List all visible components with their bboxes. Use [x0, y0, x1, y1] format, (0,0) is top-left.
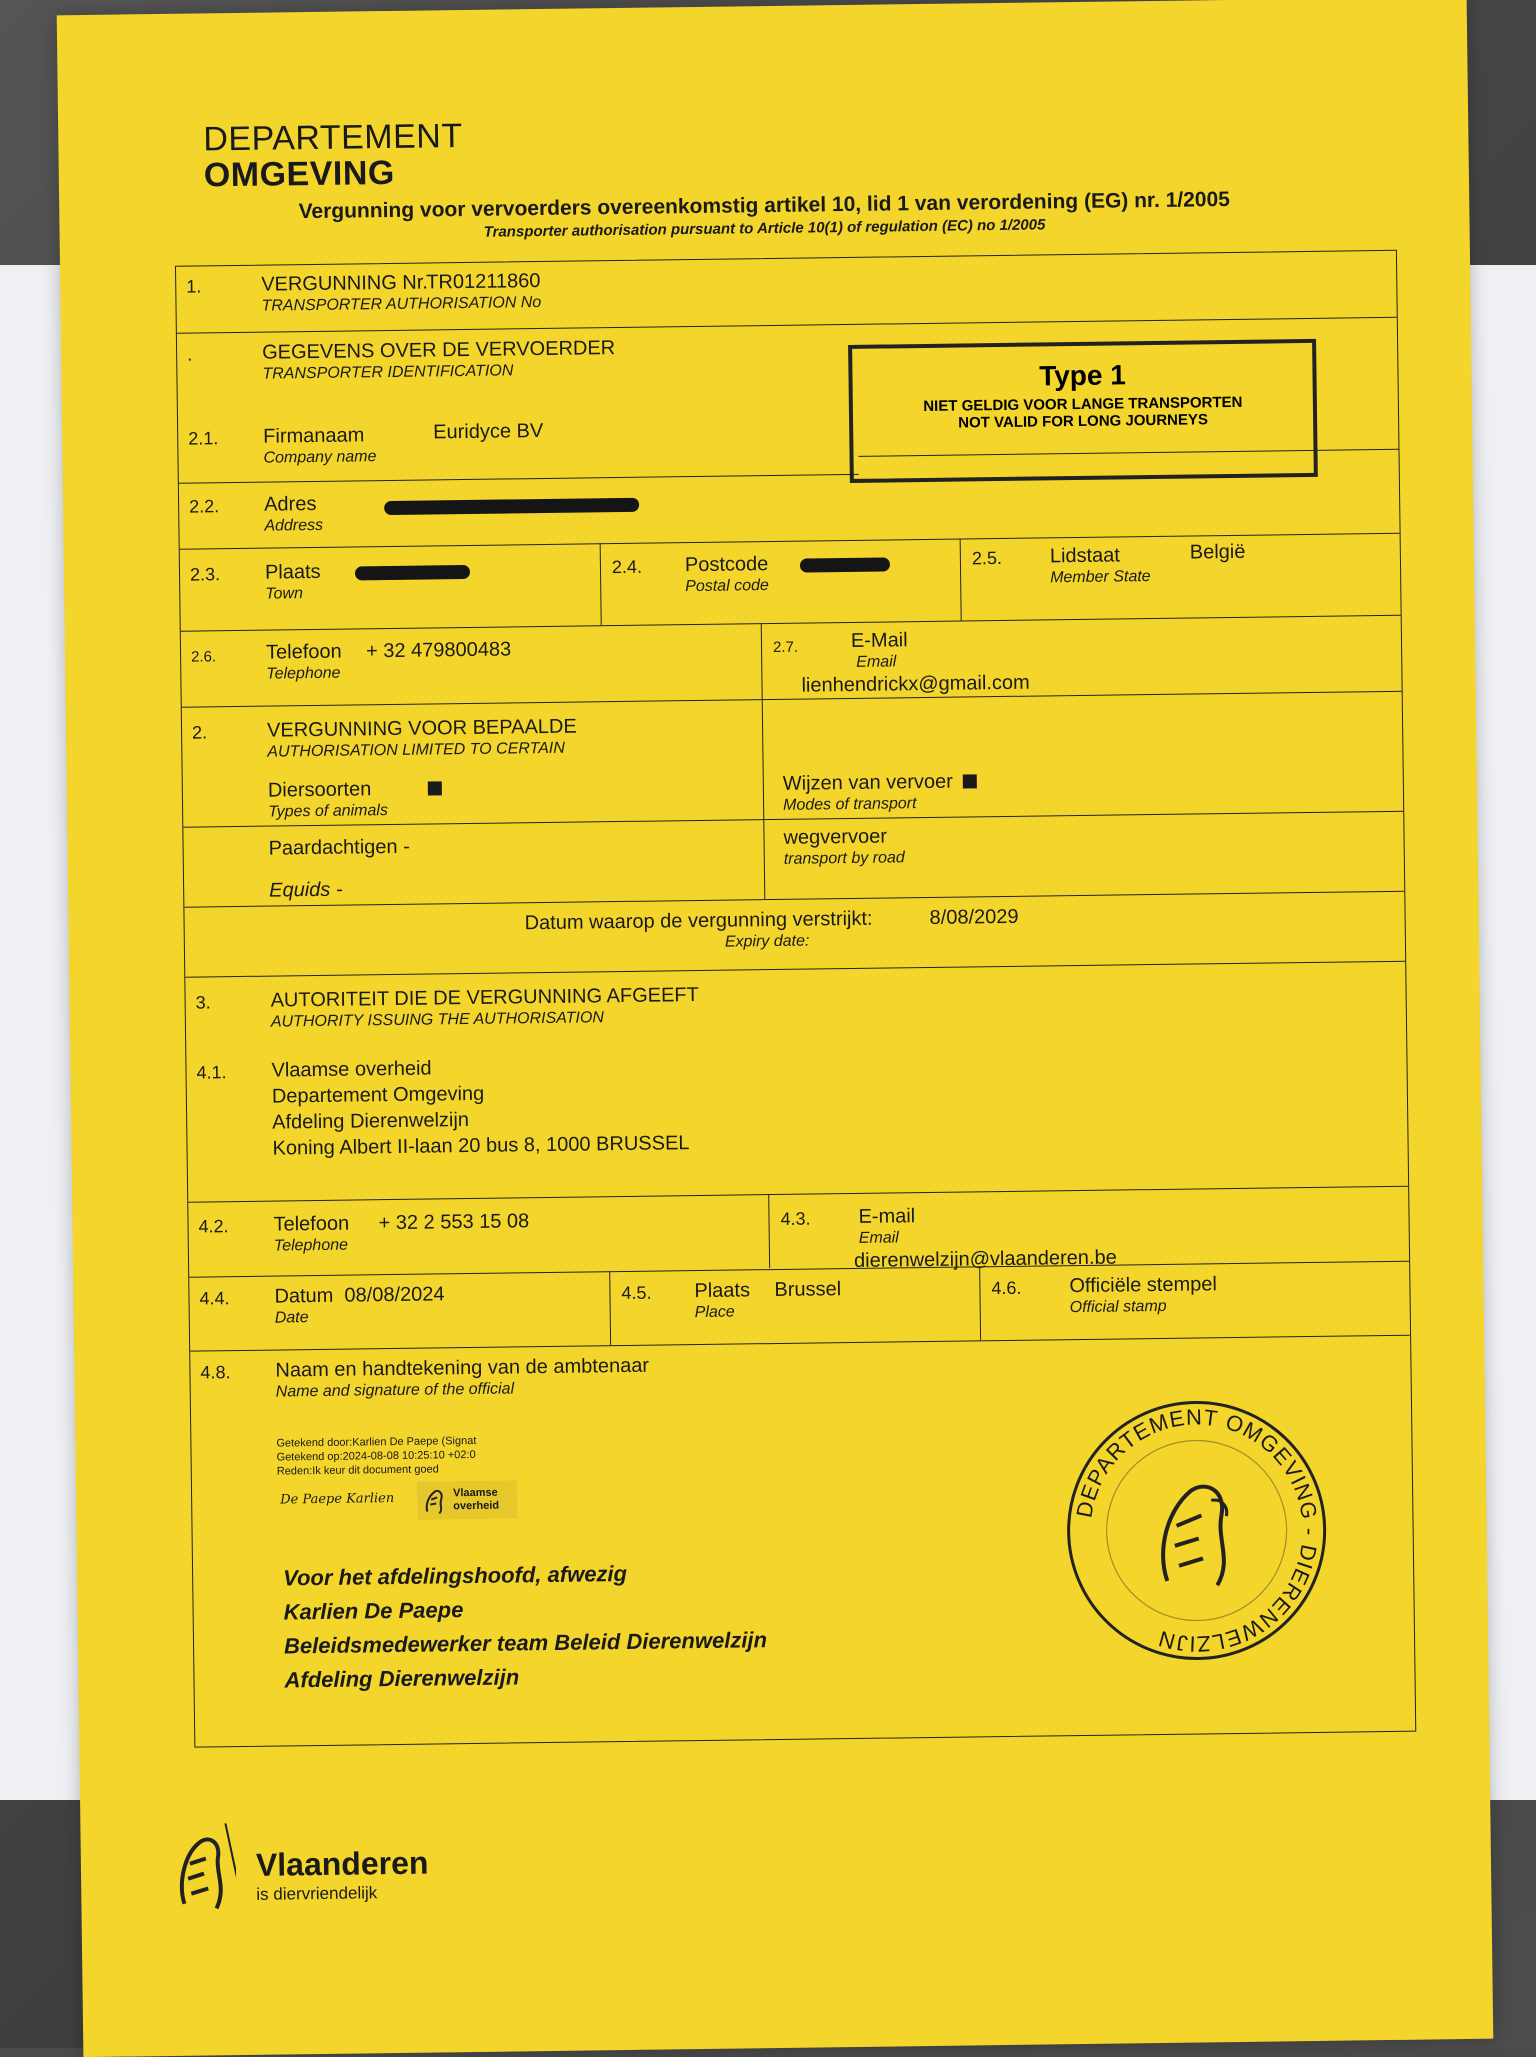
s22-sub: Address	[264, 516, 324, 535]
s2-label: GEGEVENS OVER DE VERVOERDER	[261, 337, 616, 364]
animals-value-en: Equids -	[269, 878, 343, 902]
divider	[762, 699, 766, 899]
modes-sub: Modes of transport	[782, 795, 917, 814]
s44-num: 4.4.	[199, 1288, 230, 1309]
s21-sub: Company name	[263, 448, 377, 467]
s27-num: 2.7.	[772, 638, 799, 656]
s44-value: 08/08/2024	[344, 1283, 445, 1307]
s2b-num: 2.	[191, 722, 208, 743]
signatory-line1: Voor het afdelingshoofd, afwezig	[283, 1560, 628, 1591]
s45-sub: Place	[694, 1303, 735, 1322]
divider	[979, 1266, 981, 1340]
redaction-mark	[800, 557, 890, 572]
document-subtitle: Transporter authorisation pursuant to Article 10(1) of regulation (EC) no 1/2005	[483, 216, 1046, 241]
s24-num: 2.4.	[611, 556, 643, 578]
s45-num: 4.5.	[621, 1282, 652, 1304]
s23-sub: Town	[265, 585, 304, 603]
s48-num: 4.8.	[200, 1362, 231, 1383]
divider	[190, 1335, 1410, 1352]
s41-num: 4.1.	[196, 1062, 227, 1083]
lion-icon	[175, 1823, 236, 1924]
redaction-mark	[355, 565, 470, 581]
s25-sub: Member State	[1050, 568, 1151, 587]
s43-num: 4.3.	[780, 1208, 811, 1229]
s42-sub: Telephone	[273, 1236, 349, 1255]
s1-sub: TRANSPORTER AUTHORISATION No	[261, 293, 542, 315]
lion-icon	[421, 1485, 447, 1515]
digital-sig-line1: Getekend door:Karlien De Paepe (Signat	[276, 1434, 477, 1450]
s22-label: Adres	[263, 492, 317, 516]
type-line1: NIET GELDIG VOOR LANGE TRANSPORTEN	[923, 393, 1243, 416]
s27-sub: Email	[856, 653, 897, 671]
divider	[177, 317, 1397, 334]
divider	[179, 474, 859, 484]
s27-value: lienhendrickx@gmail.com	[801, 671, 1030, 697]
divider	[761, 623, 763, 699]
s42-num: 4.2.	[198, 1216, 229, 1237]
lion-icon	[1162, 1486, 1227, 1586]
s21-num: 2.1.	[188, 428, 219, 449]
s46-num: 4.6.	[991, 1277, 1022, 1299]
s42-value: + 32 2 553 15 08	[378, 1210, 530, 1235]
animals-label: Diersoorten	[267, 778, 372, 802]
vlaamse-overheid-badge	[417, 1480, 517, 1519]
s21-label: Firmanaam	[263, 424, 365, 448]
modes-label: Wijzen van vervoer	[782, 770, 954, 795]
animals-sub: Types of animals	[268, 802, 388, 821]
digital-sig-line2: Getekend op:2024-08-08 10:25:10 +02:0	[276, 1448, 476, 1464]
divider	[181, 615, 1401, 632]
divider	[768, 1194, 770, 1268]
divider	[182, 691, 1402, 708]
modes-value-sub: transport by road	[783, 849, 905, 868]
s24-label: Postcode	[684, 553, 769, 577]
s43-value: dierenwelzijn@vlaanderen.be	[853, 1246, 1117, 1272]
s21-value: Euridyce BV	[433, 419, 544, 444]
type-1-box	[848, 339, 1318, 483]
expiry-sub: Expiry date:	[724, 932, 810, 951]
modes-value: wegvervoer	[783, 825, 888, 849]
s2b-sub: AUTHORISATION LIMITED TO CERTAIN	[267, 739, 565, 761]
badge-line1: Vlaamse	[452, 1486, 498, 1500]
s1-label: VERGUNNING Nr.	[261, 271, 429, 296]
divider	[600, 543, 602, 625]
brand-tagline: is diervriendelijk	[256, 1883, 378, 1904]
signatory-line3: Beleidsmedewerker team Beleid Dierenwelzijn	[283, 1627, 768, 1659]
brand-name: Vlaanderen	[255, 1844, 429, 1883]
s2b-label: VERGUNNING VOOR BEPAALDE	[266, 715, 577, 742]
modes-checkbox	[963, 774, 977, 788]
s44-sub: Date	[274, 1309, 309, 1327]
s26-label: Telefoon	[265, 640, 342, 664]
s3-num: 3.	[195, 992, 211, 1013]
s23-label: Plaats	[264, 560, 321, 584]
s41-line1: Vlaamse overheid	[271, 1057, 432, 1082]
badge-line2: overheid	[453, 1499, 500, 1513]
s43-label: E-mail	[858, 1205, 916, 1228]
divider	[188, 1186, 1408, 1203]
s26-num: 2.6.	[190, 648, 217, 666]
s22-num: 2.2.	[189, 496, 220, 517]
divider	[185, 961, 1405, 978]
s45-label: Plaats	[694, 1279, 751, 1303]
s26-value: + 32 479800483	[365, 638, 512, 663]
s3-label: AUTORITEIT DIE DE VERGUNNING AFGEEFT	[270, 983, 699, 1012]
divider	[960, 539, 962, 621]
divider	[189, 1261, 1409, 1278]
s25-num: 2.5.	[971, 547, 1003, 569]
digital-sig-line3: Reden:Ik keur dit document goed	[276, 1463, 439, 1478]
s2-sub: TRANSPORTER IDENTIFICATION	[262, 362, 514, 383]
redaction-mark	[384, 498, 639, 515]
s1-value: TR01211860	[426, 270, 541, 294]
s27-label: E-Mail	[850, 629, 908, 652]
animals-checkbox	[428, 781, 442, 795]
s44-label: Datum	[274, 1284, 334, 1308]
permit-document	[57, 0, 1494, 2057]
s2-num: .	[187, 344, 193, 365]
s45-value: Brussel	[774, 1278, 842, 1302]
expiry-value: 8/08/2029	[929, 905, 1019, 929]
s23-num: 2.3.	[189, 564, 221, 585]
divider	[609, 1271, 611, 1345]
official-stamp	[1060, 1394, 1334, 1668]
type-title: Type 1	[1038, 359, 1127, 392]
s1-num: 1.	[186, 276, 202, 297]
s48-sub: Name and signature of the official	[275, 1380, 515, 1401]
s42-label: Telefoon	[273, 1212, 350, 1236]
dept-line2: OMGEVING	[203, 153, 396, 195]
s41-line4: Koning Albert II-laan 20 bus 8, 1000 BRUSSEL	[272, 1132, 690, 1160]
signatory-line2: Karlien De Paepe	[283, 1597, 464, 1625]
expiry-label: Datum waarop de vergunning verstrijkt:	[524, 907, 873, 935]
animals-value-nl: Paardachtigen -	[268, 835, 410, 860]
s41-line2: Departement Omgeving	[271, 1082, 485, 1108]
s48-label: Naam en handtekening van de ambtenaar	[275, 1354, 650, 1382]
department-header	[203, 118, 463, 193]
s43-sub: Email	[858, 1229, 899, 1247]
dept-line1: DEPARTEMENT	[203, 117, 463, 159]
type-line2: NOT VALID FOR LONG JOURNEYS	[958, 411, 1209, 432]
s24-sub: Postal code	[685, 577, 769, 596]
s3-sub: AUTHORITY ISSUING THE AUTHORISATION	[270, 1009, 605, 1031]
handwritten-signature: De Paepe Karlien	[280, 1491, 395, 1508]
vlaanderen-logo	[175, 1820, 476, 1924]
divider	[184, 891, 1404, 908]
s46-sub: Official stamp	[1069, 1297, 1167, 1317]
document-title: Vergunning voor vervoerders overeenkomstig artikel 10, lid 1 van verordening (EG) nr. 1/2005	[298, 187, 1231, 224]
stamp-text: DEPARTEMENT OMGEVING - DIERENWELZIJN	[1071, 1404, 1323, 1657]
s46-label: Officiële stempel	[1069, 1273, 1218, 1298]
s25-label: Lidstaat	[1049, 544, 1121, 568]
s41-line3: Afdeling Dierenwelzijn	[272, 1109, 470, 1134]
signatory-line4: Afdeling Dierenwelzijn	[284, 1664, 520, 1693]
s26-sub: Telephone	[266, 664, 341, 683]
s25-value: België	[1189, 540, 1246, 564]
